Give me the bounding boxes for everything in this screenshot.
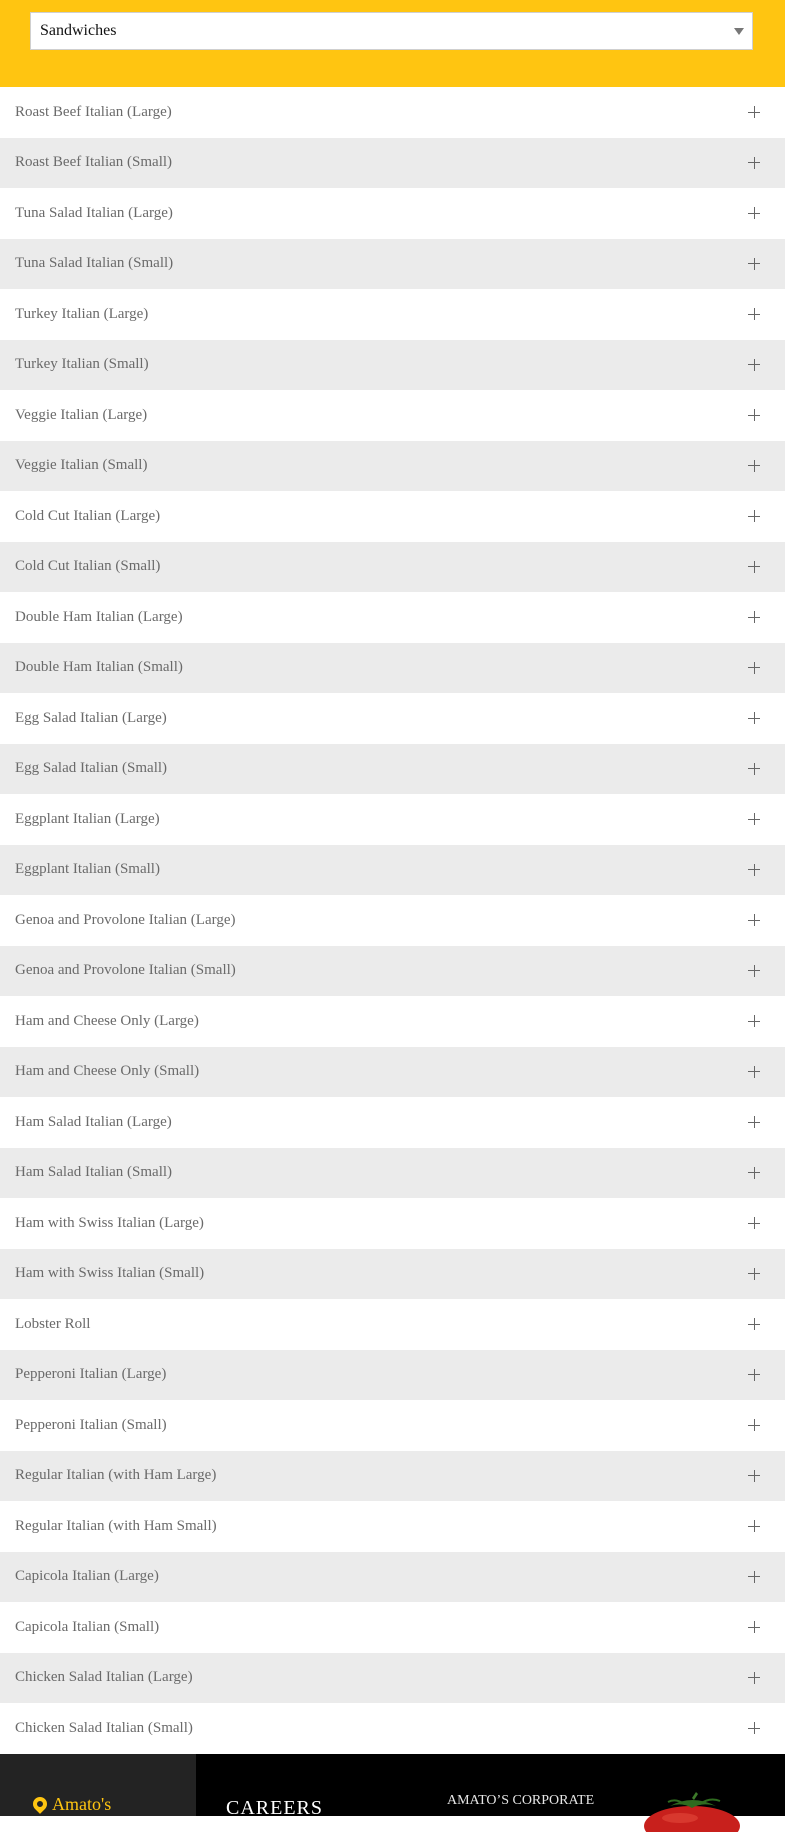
menu-item-row[interactable] <box>0 1249 785 1300</box>
menu-item-label: Capicola Italian (Large) <box>15 1568 159 1585</box>
plus-icon[interactable] <box>748 1268 760 1280</box>
menu-item-label: Double Ham Italian (Small) <box>15 659 183 676</box>
menu-item-row[interactable] <box>0 188 785 239</box>
menu-item-row[interactable] <box>0 1451 785 1502</box>
menu-item-label: Eggplant Italian (Large) <box>15 810 160 827</box>
plus-icon[interactable] <box>748 1167 760 1179</box>
menu-item-label: Capicola Italian (Small) <box>15 1618 160 1635</box>
plus-icon[interactable] <box>748 359 760 371</box>
menu-item-row[interactable] <box>0 1299 785 1350</box>
menu-item-row[interactable] <box>0 289 785 340</box>
menu-item-label: Regular Italian (with Ham Small) <box>15 1517 217 1534</box>
menu-item-label: Ham Salad Italian (Large) <box>15 1113 172 1130</box>
menu-item-label: Roast Beef Italian (Large) <box>15 103 172 120</box>
menu-item-row[interactable] <box>0 87 785 138</box>
menu-item-row[interactable] <box>0 643 785 694</box>
plus-icon[interactable] <box>748 106 760 118</box>
menu-item-row[interactable] <box>0 1501 785 1552</box>
plus-icon[interactable] <box>748 712 760 724</box>
menu-item-row[interactable] <box>0 1653 785 1704</box>
menu-item-row[interactable] <box>0 138 785 189</box>
tomato-logo-icon <box>640 1792 745 1832</box>
menu-item-label: Pepperoni Italian (Small) <box>15 1416 167 1433</box>
menu-item-row[interactable] <box>0 1400 785 1451</box>
plus-icon[interactable] <box>748 914 760 926</box>
menu-item-row[interactable] <box>0 441 785 492</box>
plus-icon[interactable] <box>748 1722 760 1734</box>
plus-icon[interactable] <box>748 460 760 472</box>
menu-item-row[interactable] <box>0 1198 785 1249</box>
menu-item-label: Veggie Italian (Small) <box>15 457 148 474</box>
menu-item-label: Regular Italian (with Ham Large) <box>15 1467 217 1484</box>
menu-item-row[interactable] <box>0 491 785 542</box>
menu-item-row[interactable] <box>0 996 785 1047</box>
plus-icon[interactable] <box>748 157 760 169</box>
menu-item-row[interactable] <box>0 1148 785 1199</box>
plus-icon[interactable] <box>748 864 760 876</box>
menu-item-label: Lobster Roll <box>15 1315 91 1332</box>
menu-item-label: Ham and Cheese Only (Small) <box>15 1063 200 1080</box>
plus-icon[interactable] <box>748 1419 760 1431</box>
menu-item-label: Veggie Italian (Large) <box>15 406 148 423</box>
menu-item-row[interactable] <box>0 592 785 643</box>
plus-icon[interactable] <box>748 1066 760 1078</box>
menu-item-label: Chicken Salad Italian (Small) <box>15 1719 193 1736</box>
plus-icon[interactable] <box>748 1520 760 1532</box>
menu-item-row[interactable] <box>0 1552 785 1603</box>
footer-corporate-heading: AMATO’S CORPORATE <box>447 1793 595 1808</box>
menu-item-label: Double Ham Italian (Large) <box>15 608 183 625</box>
menu-item-label: Ham with Swiss Italian (Large) <box>15 1214 204 1231</box>
menu-item-label: Cold Cut Italian (Small) <box>15 558 161 575</box>
menu-item-label: Egg Salad Italian (Large) <box>15 709 167 726</box>
menu-item-row[interactable] <box>0 693 785 744</box>
site-footer <box>0 1754 785 1819</box>
menu-item-row[interactable] <box>0 946 785 997</box>
plus-icon[interactable] <box>748 965 760 977</box>
plus-icon[interactable] <box>748 1318 760 1330</box>
footer-location-panel <box>0 1754 196 1816</box>
menu-item-label: Genoa and Provolone Italian (Small) <box>15 962 236 979</box>
menu-item-row[interactable] <box>0 794 785 845</box>
plus-icon[interactable] <box>748 763 760 775</box>
plus-icon[interactable] <box>748 1369 760 1381</box>
plus-icon[interactable] <box>748 308 760 320</box>
menu-item-row[interactable] <box>0 542 785 593</box>
menu-item-label: Chicken Salad Italian (Large) <box>15 1669 193 1686</box>
menu-item-label: Ham Salad Italian (Small) <box>15 1164 173 1181</box>
menu-item-row[interactable] <box>0 845 785 896</box>
plus-icon[interactable] <box>748 258 760 270</box>
menu-accordion-list <box>0 87 785 1754</box>
chevron-down-icon <box>734 28 744 35</box>
plus-icon[interactable] <box>748 662 760 674</box>
menu-item-row[interactable] <box>0 390 785 441</box>
menu-item-label: Turkey Italian (Large) <box>15 305 149 322</box>
menu-item-row[interactable] <box>0 1703 785 1754</box>
menu-item-label: Turkey Italian (Small) <box>15 356 149 373</box>
menu-item-row[interactable] <box>0 895 785 946</box>
menu-item-label: Tuna Salad Italian (Large) <box>15 204 173 221</box>
menu-item-row[interactable] <box>0 744 785 795</box>
plus-icon[interactable] <box>748 561 760 573</box>
footer-location-link[interactable]: Amato's <box>52 1794 112 1814</box>
menu-item-row[interactable] <box>0 340 785 391</box>
footer-careers-heading[interactable]: CAREERS <box>226 1797 324 1819</box>
plus-icon[interactable] <box>748 1116 760 1128</box>
plus-icon[interactable] <box>748 813 760 825</box>
category-select[interactable] <box>30 12 753 50</box>
plus-icon[interactable] <box>748 1621 760 1633</box>
menu-item-label: Ham and Cheese Only (Large) <box>15 1012 199 1029</box>
menu-item-label: Tuna Salad Italian (Small) <box>15 255 174 272</box>
menu-item-row[interactable] <box>0 239 785 290</box>
menu-item-row[interactable] <box>0 1047 785 1098</box>
plus-icon[interactable] <box>748 207 760 219</box>
plus-icon[interactable] <box>748 1672 760 1684</box>
menu-item-label: Cold Cut Italian (Large) <box>15 507 161 524</box>
map-pin-icon <box>30 1794 50 1814</box>
menu-item-row[interactable] <box>0 1097 785 1148</box>
plus-icon[interactable] <box>748 409 760 421</box>
category-select-value: Sandwiches <box>40 22 117 39</box>
menu-item-label: Ham with Swiss Italian (Small) <box>15 1265 205 1282</box>
plus-icon[interactable] <box>748 1571 760 1583</box>
plus-icon[interactable] <box>748 611 760 623</box>
plus-icon[interactable] <box>748 1217 760 1229</box>
menu-item-label: Pepperoni Italian (Large) <box>15 1366 167 1383</box>
category-filter-band <box>0 0 785 87</box>
menu-item-label: Egg Salad Italian (Small) <box>15 760 168 777</box>
menu-item-row[interactable] <box>0 1602 785 1653</box>
menu-item-label: Eggplant Italian (Small) <box>15 861 160 878</box>
plus-icon[interactable] <box>748 510 760 522</box>
plus-icon[interactable] <box>748 1015 760 1027</box>
menu-item-row[interactable] <box>0 1350 785 1401</box>
menu-item-label: Genoa and Provolone Italian (Large) <box>15 911 236 928</box>
menu-item-label: Roast Beef Italian (Small) <box>15 154 173 171</box>
plus-icon[interactable] <box>748 1470 760 1482</box>
